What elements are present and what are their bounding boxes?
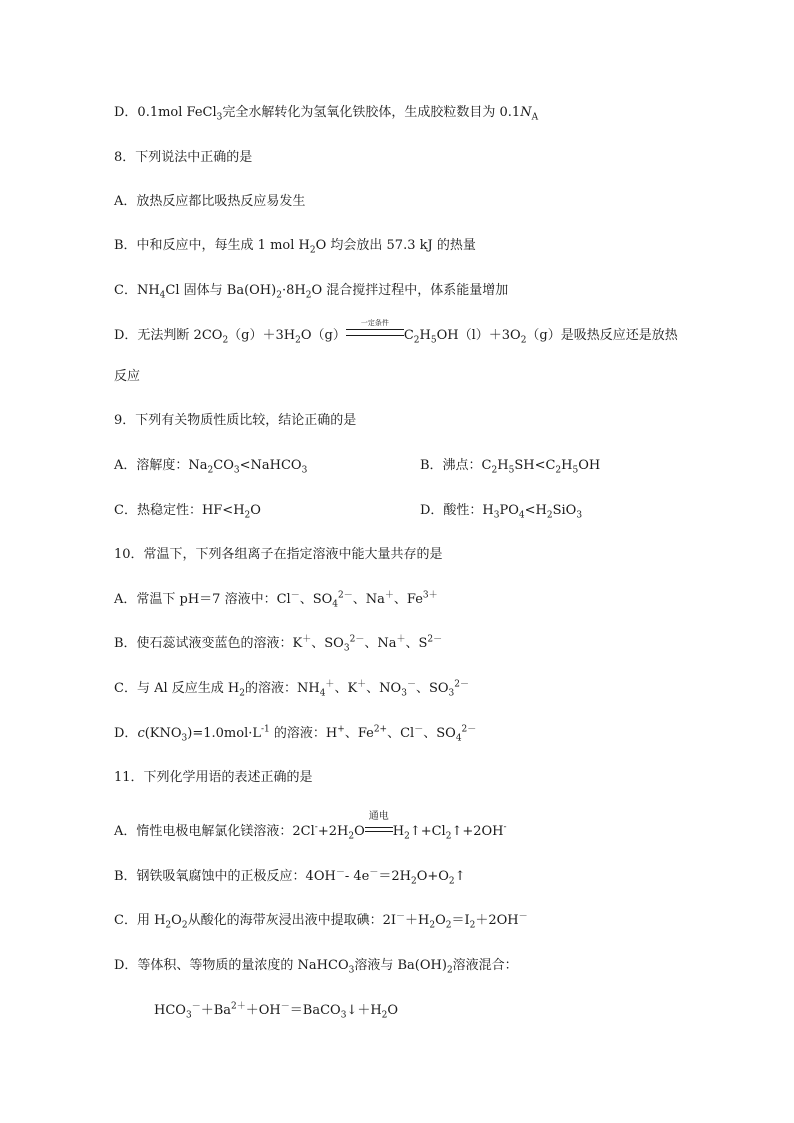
superscript: 2－ [454,679,470,690]
text: O+O [416,869,449,884]
text: C [403,328,414,343]
text: A．惰性电极电解氯化镁溶液：2Cl [114,824,315,839]
subscript: 5 [572,465,579,476]
text: Cl 固体与 Ba(OH) [165,283,277,298]
q11-option-a [114,811,507,842]
text: D．无法判断 2CO [114,328,223,343]
text: 、SO [415,681,449,696]
subscript: 3 [181,733,188,744]
subscript: 4 [332,599,339,610]
subscript: 2 [276,290,282,301]
subscript: 2 [181,920,188,931]
subscript: 2 [413,335,420,346]
subscript: 3 [216,112,223,123]
text: )=1.0mol·L [187,726,261,741]
text: <NaHCO [239,458,302,473]
text: 从酸化的海带灰浸出液中提取碘：2I [187,913,396,928]
text: 、Cl [387,726,415,741]
superscript: ＋ [302,634,312,645]
subscript: 2 [445,920,452,931]
text: SH<C [514,458,556,473]
q8-option-d-cont: 反应 [114,369,141,384]
superscript: ＋ [357,679,367,690]
text: 、Na [364,636,397,651]
text: HCO [154,1003,186,1018]
text: A．溶解度：Na [114,458,208,473]
subscript: 3 [185,1010,192,1021]
q11-option-d [114,958,518,974]
text: ＝2H [378,869,411,884]
double-line-sign [365,827,393,832]
subscript: 2 [207,465,214,476]
subscript: 2 [239,688,245,699]
q8-option-c [114,283,508,299]
subscript: 2 [491,465,498,476]
text: PO [499,503,519,518]
q10-option-c [114,681,469,697]
subscript: 3 [448,688,455,699]
subscript: 4 [319,688,326,699]
text: - 4e [344,869,370,884]
subscript: 2 [546,510,553,521]
subscript: 3 [493,510,500,521]
subscript: 2 [429,920,436,931]
subscript: 4 [455,733,462,744]
text: (KNO [144,726,182,741]
text: C．热稳定性：HF<H [114,503,245,518]
subscript: 2 [410,876,417,887]
subscript: 2 [445,831,452,842]
text: B．沸点：C [420,458,492,473]
text: ＝I [451,913,470,928]
subscript: 5 [508,465,515,476]
text: H [392,824,405,839]
subscript: 5 [430,335,437,346]
superscript: － [280,1001,290,1012]
superscript: － [414,724,424,735]
text: ＋OH [245,1003,281,1018]
text: 的溶液：H [269,726,338,741]
text: O（g） [300,328,346,343]
text: A．常温下 pH＝7 溶液中：Cl [114,592,291,607]
text: D．0.1mol FeCl [114,105,217,120]
condition-label: 一定条件 [360,319,389,327]
superscript: 2+ [373,724,388,735]
q11-option-c [114,913,528,929]
text: CO [213,458,234,473]
text: B．钢铁吸氧腐蚀中的正极反应：4OH [114,869,336,884]
q10-option-b [114,636,442,652]
q8-option-a: A．放热反应都比吸热反应易发生 [114,194,306,209]
text: （g）＋3H [228,328,296,343]
subscript: 3 [348,965,355,976]
subscript: 3 [576,510,583,521]
superscript: － [406,679,416,690]
text: O [435,913,446,928]
text: （g）是吸热反应还是放热 [526,328,678,343]
question-9-stem: 9．下列有关物质性质比较，结论正确的是 [114,413,357,428]
q11-option-b [114,869,466,885]
subscript: 2 [309,245,316,256]
subscript: 4 [518,510,525,521]
superscript: - [503,822,507,833]
superscript: 2－ [349,634,365,645]
text: O 混合搅拌过程中，体系能量增加 [311,283,509,298]
text: ＋H [405,913,430,928]
text: O [171,913,182,928]
text: 溶液混合： [452,958,518,973]
text: B．使石蕊试液变蓝色的溶液：K [114,636,303,651]
text: +2H [317,824,349,839]
text: ↑+Cl [409,824,446,839]
text: H [497,458,509,473]
text: ·8H [281,283,306,298]
subscript: 2 [446,965,453,976]
text: 、Na [352,592,385,607]
text: 的溶液：NH [244,681,320,696]
superscript: － [369,867,379,878]
superscript: 2－ [427,634,443,645]
text: ↑ [454,869,466,884]
text: 、SO [311,636,344,651]
subscript: 3 [233,465,240,476]
subscript: 2 [469,920,476,931]
subscript: 2 [404,831,410,842]
superscript: -1 [261,724,270,735]
superscript: － [191,1001,201,1012]
q7-option-d [114,105,538,121]
text: C．用 H [114,913,166,928]
text: O [354,824,365,839]
superscript: 2－ [338,590,353,601]
text: 、Fe [344,726,374,741]
text: D．酸性：H [420,503,494,518]
text: ↑+2OH [451,824,504,839]
superscript: 2－ [461,724,477,735]
text: D． [114,726,138,741]
subscript: 2 [448,876,455,887]
text: 完全水解转化为氢氧化铁胶体，生成胶粒数目为 0.1 [222,105,521,120]
condition-label: 通电 [368,811,389,822]
question-10-stem: 10．常温下，下列各组离子在指定溶液中能大量共存的是 [114,547,443,562]
superscript: ＋ [384,590,394,601]
superscript: － [335,867,345,878]
text: O [387,1003,399,1018]
subscript: 3 [301,465,308,476]
subscript: 2 [520,335,527,346]
subscript: 2 [165,920,172,931]
electrolysis-equals [365,811,393,840]
text: H [419,328,431,343]
subscript: 3 [343,643,350,654]
text: H [561,458,573,473]
text: C．与 Al 反应生成 H [114,681,240,696]
text: c [137,726,145,741]
text: ＝BaCO [289,1003,341,1018]
subscript: 2 [348,831,355,842]
subscript: 3 [340,1010,347,1021]
text: ＋Ba [200,1003,232,1018]
text: D．等体积、等物质的量浓度的 NaHCO [114,958,349,973]
text: OH（l）＋3O [436,328,521,343]
text: 、K [334,681,358,696]
text: OH [578,458,601,473]
superscript: ＋ [325,679,335,690]
subscript: 4 [159,290,166,301]
text: N [520,105,532,120]
q9-option-d [420,503,582,519]
text: 、NO [366,681,402,696]
superscript: 3＋ [422,590,438,601]
text: 溶液与 Ba(OH) [354,958,447,973]
superscript: + [337,724,345,735]
double-line-sign [346,329,404,336]
subscript: 2 [305,290,312,301]
superscript: - [314,822,318,833]
q8-option-d [114,319,678,346]
text: ↓＋H [346,1003,382,1018]
q9-option-c [114,503,261,519]
text: 、S [405,636,428,651]
text: O 均会放出 57.3 kJ 的热量 [315,238,476,253]
q10-option-d [114,726,476,742]
q9-option-b [420,458,600,474]
subscript: 2 [244,510,251,521]
q10-option-a [114,592,438,608]
q8-option-b [114,238,476,254]
text: <H [524,503,547,518]
text: O [250,503,261,518]
subscript: 2 [555,465,562,476]
text: 、SO [423,726,456,741]
text: C．NH [114,283,160,298]
text: ＋2OH [475,913,519,928]
superscript: ＋ [396,634,406,645]
text: 、SO [299,592,333,607]
q11-option-d-equation [154,1003,398,1019]
subscript: 2 [295,335,301,346]
text: SiO [552,503,577,518]
subscript: A [531,112,539,123]
subscript: 2 [222,335,229,346]
question-8-stem: 8．下列说法中正确的是 [114,150,253,165]
question-11-stem: 11．下列化学用语的表述正确的是 [114,770,313,785]
superscript: － [290,590,300,601]
superscript: － [518,911,528,922]
subscript: 2 [381,1010,388,1021]
text: 、Fe [393,592,423,607]
superscript: 2＋ [231,1001,246,1012]
reaction-condition-equals [346,319,404,344]
text: B．中和反应中，每生成 1 mol H [114,238,310,253]
subscript: 3 [401,688,407,699]
q9-option-a [114,458,307,474]
superscript: － [395,911,405,922]
